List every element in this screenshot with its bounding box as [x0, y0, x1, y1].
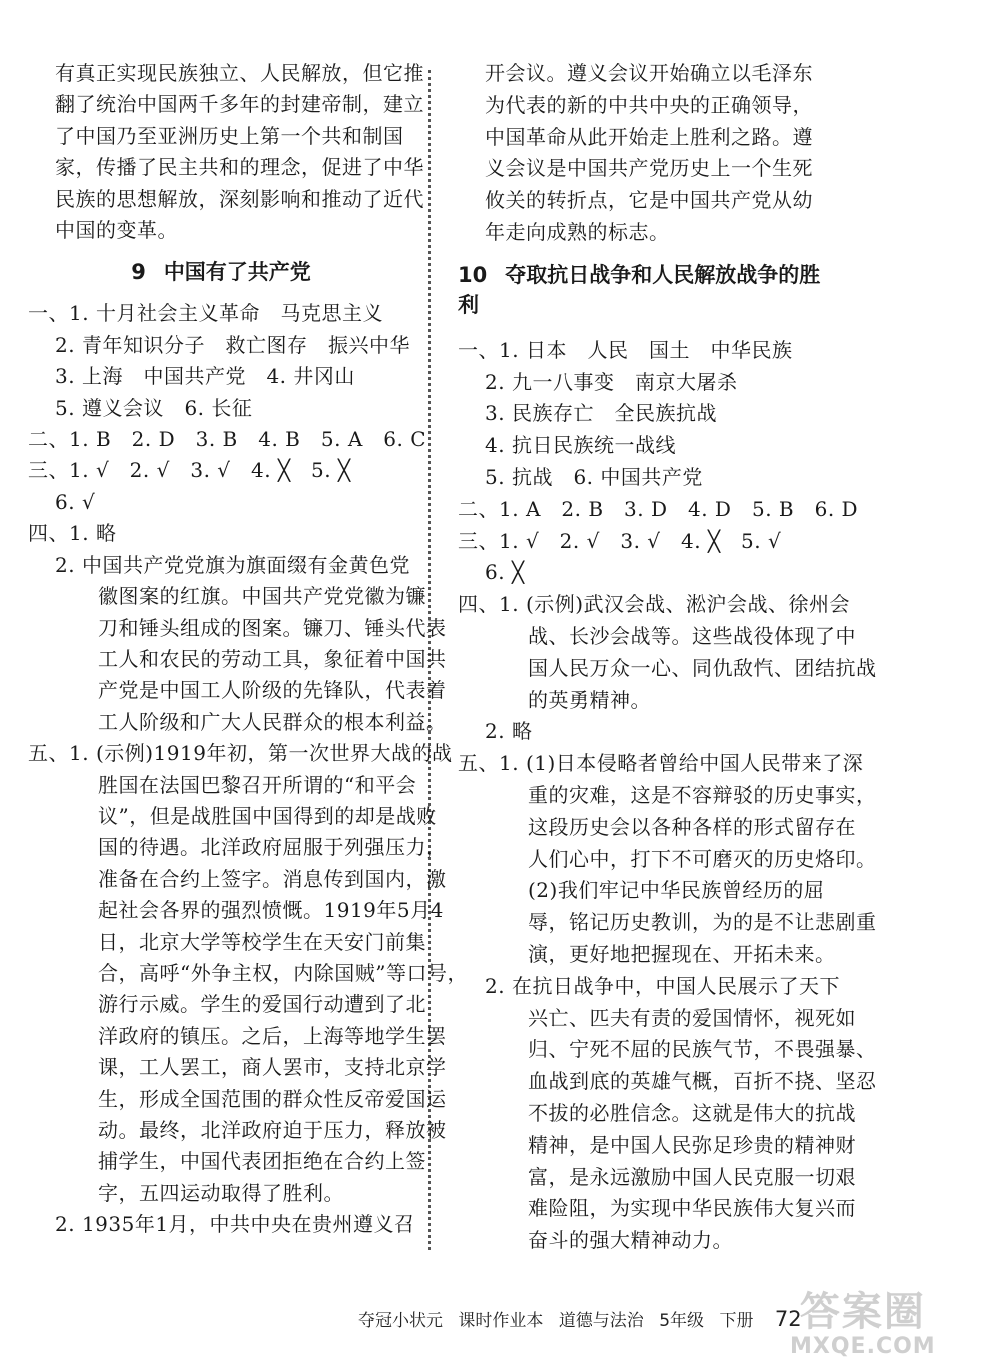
answer-line: 游行示威。学生的爱国行动遭到了北 [98, 992, 426, 1017]
answer-line: 合，高呼“外争主权，内除国贼”等口号， [98, 960, 468, 985]
text-line: 攸关的转折点，它是中国共产党从幼 [485, 188, 813, 213]
answer-line: 动。最终，北洋政府迫于压力，释放被 [98, 1118, 447, 1142]
section-title: 夺取抗日战争和人民解放战争的胜利 [458, 262, 821, 317]
answer-line: 议”，但是战胜国中国得到的却是战败 [98, 803, 437, 828]
answer-line: 徽图案的红旗。中国共产党党徽为镰 [98, 584, 426, 609]
answer-line: 血战到底的英雄气概，百折不挠、坚忍 [528, 1069, 877, 1094]
answer-line: 不拔的必胜信念。这就是伟大的抗战 [528, 1100, 856, 1125]
answer-line: 3. 上海 中国共产党 4. 井冈山 [55, 364, 355, 389]
section-title: 中国有了共产党 [163, 260, 311, 285]
page-footer [358, 1306, 812, 1331]
text-line: 了中国乃至亚洲历史上第一个共和制国 [55, 123, 404, 148]
text-line: 翻了统治中国两千多年的封建帝制，建立 [55, 92, 424, 117]
answer-line: 国的待遇。北洋政府屈服于列强压力， [98, 835, 447, 860]
answer-line: 精神，是中国人民弥足珍贵的精神财 [528, 1132, 856, 1157]
footer-subject: 道德与法治 [558, 1311, 644, 1331]
answer-line: 4. 抗日民族统一战线 [485, 433, 676, 458]
answer-line: 三、1. √ 2. √ 3. √ 4. ╳ 5. √ [458, 528, 782, 553]
answer-line: 难险阻，为实现中华民族伟大复兴而 [528, 1196, 856, 1221]
answer-line: 3. 民族存亡 全民族抗战 [485, 401, 717, 426]
answer-line: 二、1. B 2. D 3. B 4. B 5. A 6. C [28, 427, 427, 452]
answer-line: 6. √ [55, 489, 96, 514]
answer-line: 刀和锤头组成的图案。镰刀、锤头代表 [98, 615, 447, 640]
answer-line: 产党是中国工人阶级的先锋队，代表着 [98, 678, 447, 703]
answer-line: 富，是永远激励中国人民克服一切艰 [528, 1164, 856, 1189]
text-line: 中国革命从此开始走上胜利之路。遵 [485, 124, 813, 149]
answer-line: (2)我们牢记中华民族曾经历的屈 [528, 878, 825, 903]
section-number: 9 [131, 260, 146, 285]
answer-line: 6. ╳ [485, 560, 525, 585]
answer-line: 课，工人罢工，商人罢市，支持北京学 [98, 1055, 447, 1080]
answer-line: 2. 1935年1月，中共中央在贵州遵义召 [55, 1212, 415, 1237]
answer-line: 人们心中，打下不可磨灭的历史烙印。 [528, 846, 877, 871]
answer-line: 2. 中国共产党党旗为旗面缀有金黄色党 [55, 552, 410, 577]
answer-line: 一、1. 十月社会主义革命 马克思主义 [28, 301, 383, 326]
answer-line: 捕学生，中国代表团拒绝在合约上签 [98, 1149, 426, 1174]
footer-volume: 下册 [719, 1311, 754, 1331]
answer-line: 战、长沙会战等。这些战役体现了中 [528, 623, 856, 648]
answer-line: 2. 九一八事变 南京大屠杀 [485, 369, 738, 394]
answer-line: 四、1. (示例)武汉会战、淞沪会战、徐州会 [458, 592, 851, 617]
text-line: 民族的思想解放，深刻影响和推动了近代 [55, 186, 424, 211]
answer-line: 归、宁死不屈的民族气节，不畏强暴、 [528, 1037, 877, 1062]
answer-line: 的英勇精神。 [528, 687, 651, 712]
watermark-logo: 答案圈 [799, 1289, 926, 1335]
answer-line: 兴亡、匹夫有责的爱国情怀，视死如 [528, 1005, 856, 1030]
footer-brand: 夺冠小状元 [358, 1311, 443, 1331]
answer-line: 奋斗的强大精神动力。 [528, 1228, 733, 1253]
answer-line: 四、1. 略 [28, 521, 117, 546]
answer-line: 二、1. A 2. B 3. D 4. D 5. B 6. D [458, 496, 859, 521]
footer-book: 课时作业本 [458, 1311, 544, 1331]
answer-line: 一、1. 日本 人民 国土 中华民族 [458, 337, 793, 362]
answer-line: 五、1. (1)日本侵略者曾给中国人民带来了深 [458, 751, 864, 776]
footer-grade: 5年级 [659, 1311, 705, 1331]
answer-line: 字，五四运动取得了胜利。 [98, 1180, 344, 1205]
answer-line: 五、1. (示例)1919年初，第一次世界大战的战 [28, 741, 453, 766]
text-line: 有真正实现民族独立、人民解放，但它推 [55, 61, 424, 85]
answer-line: 工人阶级和广大人民群众的根本利益。 [98, 709, 447, 734]
watermark [790, 1290, 936, 1359]
answer-line: 工人和农民的劳动工具，象征着中国共 [98, 646, 447, 671]
answer-line: 准备在合约上签字。消息传到国内，激 [98, 866, 447, 891]
answer-line: 5. 遵义会议 6. 长征 [55, 395, 253, 420]
answer-line: 三、1. √ 2. √ 3. √ 4. ╳ 5. ╳ [28, 458, 351, 483]
answer-line: 生，形成全国范围的群众性反帝爱国运 [98, 1086, 447, 1111]
answer-line: 胜国在法国巴黎召开所谓的“和平会 [98, 772, 417, 797]
left-column [28, 58, 468, 1241]
answer-line: 洋政府的镇压。之后，上海等地学生罢 [98, 1023, 447, 1048]
answer-line: 2. 青年知识分子 救亡图存 振兴中华 [55, 332, 410, 357]
answer-line: 5. 抗战 6. 中国共产党 [485, 464, 703, 489]
text-line: 义会议是中国共产党历史上一个生死 [485, 156, 813, 181]
section-heading [28, 256, 400, 286]
page-number: 72 [774, 1307, 802, 1331]
watermark-url: MXQE.COM [790, 1334, 936, 1359]
answer-line: 起社会各界的强烈愤慨。1919年5月4 [98, 898, 444, 923]
text-line: 为代表的新的中共中央的正确领导， [485, 92, 813, 117]
section-number: 10 [458, 262, 488, 287]
answer-line: 2. 在抗日战争中，中国人民展示了天下 [485, 973, 840, 998]
text-line: 开会议。遵义会议开始确立以毛泽东 [485, 61, 813, 85]
text-line: 年走向成熟的标志。 [485, 219, 670, 244]
answer-line: 国人民万众一心、同仇敌忾、团结抗战 [528, 655, 877, 680]
section-heading [458, 259, 824, 319]
answer-line: 重的灾难，这是不容辩驳的历史事实， [528, 782, 877, 807]
answer-line: 日，北京大学等校学生在天安门前集 [98, 929, 426, 954]
answer-line: 演，更好地把握现在、开拓未来。 [528, 941, 836, 966]
answer-line: 2. 略 [485, 719, 533, 744]
text-line: 中国的变革。 [55, 218, 178, 243]
right-column [458, 58, 877, 1257]
text-line: 家，传播了民主共和的理念，促进了中华 [55, 155, 424, 180]
answer-line: 这段历史会以各种各样的形式留存在 [528, 814, 856, 839]
answer-line: 辱，铭记历史教训，为的是不让悲剧重 [528, 910, 877, 935]
